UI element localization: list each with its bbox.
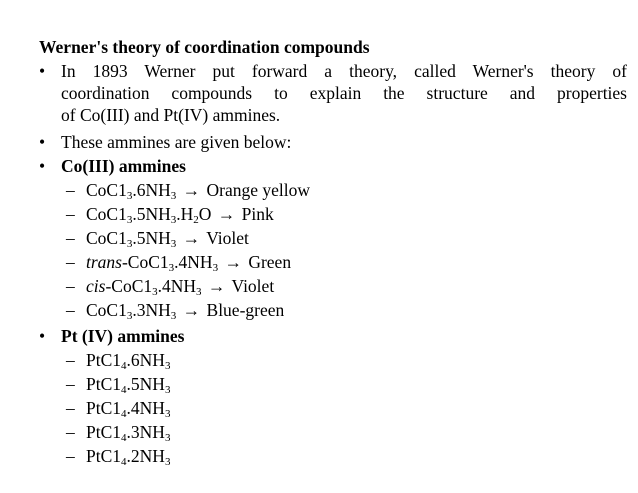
co-ammine-formula [86,275,274,297]
formula-part: .4NH [157,276,197,296]
formula-subscript: 3 [196,286,202,298]
formula-subscript: 3 [168,262,175,274]
dash-marker: – [66,422,75,442]
co-ammine-formula [86,251,291,273]
arrow-icon: → [182,300,201,320]
formula-subscript: 3 [164,432,171,444]
formula-subscript: 3 [164,408,171,420]
formula-subscript: 3 [164,456,171,468]
formula-part: CoC1 [86,204,127,224]
dash-marker: – [66,350,75,370]
formula-subscript: 3 [170,190,177,202]
formula-subscript: 4 [121,384,127,396]
compound-color: Orange yellow [206,180,311,200]
formula-part: CoC1 [86,300,127,320]
formula-part: PtC1 [86,374,122,394]
formula-subscript: 3 [152,286,158,298]
dash-marker: – [66,228,75,248]
formula-subscript: 3 [164,360,171,372]
slide-title: Werner's theory of coordination compounds [39,37,370,57]
compound-color: Blue-green [206,300,285,320]
formula-part: O [198,204,212,224]
bullet-dot: • [39,156,46,176]
compound-color: Green [248,252,292,272]
pt-ammine-formula [86,421,170,443]
bullet-dot: • [39,132,46,152]
co-ammine-formula [86,203,274,225]
formula-subscript: 3 [170,214,177,226]
formula-part: .H [176,204,194,224]
bullet-dot: • [39,61,46,81]
pt-heading: Pt (IV) ammines [61,326,185,346]
formula-part: PtC1 [86,398,122,418]
arrow-icon: → [182,228,201,248]
compound-color: Violet [206,228,249,248]
formula-subscript: 2 [193,214,199,226]
intro-line-3: of Co(III) and Pt(IV) ammines. [61,105,281,125]
dash-marker: – [66,300,75,320]
formula-part: .3NH [132,300,171,320]
formula-part: PtC1 [86,422,122,442]
formula-subscript: 3 [164,384,171,396]
intro-line-1: In 1893 Werner put forward a theory, called Werner's theory of [61,61,627,81]
formula-part: PtC1 [86,350,122,370]
dash-marker: – [66,204,75,224]
intro-line-2: coordination compounds to explain the structure and properties [61,83,627,103]
pt-ammine-formula [86,445,170,467]
formula-part: .5NH [126,374,165,394]
pt-ammine-formula [86,373,170,395]
formula-subscript: 4 [121,456,127,468]
arrow-icon: → [182,180,201,200]
formula-part: CoC1 [86,228,127,248]
formula-part: .4NH [174,252,213,272]
arrow-icon: → [224,252,242,272]
formula-subscript: 4 [121,408,127,420]
dash-marker: – [66,374,75,394]
formula-subscript: 3 [170,310,177,322]
co-ammine-formula [86,299,284,321]
formula-part: -CoC1 [105,276,153,296]
formula-subscript: 4 [121,432,127,444]
formula-part: .4NH [126,398,165,418]
isomer-prefix: cis [86,276,106,296]
formula-part: .6NH [126,350,165,370]
dash-marker: – [66,276,75,296]
isomer-prefix: trans [86,252,122,272]
pt-ammine-formula [86,349,170,371]
formula-part: .5NH [132,204,171,224]
formula-subscript: 3 [126,190,133,202]
compound-color: Violet [231,276,275,296]
arrow-icon: → [207,276,226,296]
co-ammine-formula [86,179,310,201]
dash-marker: – [66,446,75,466]
formula-part: PtC1 [86,446,122,466]
bullet-dot: • [39,326,46,346]
dash-marker: – [66,398,75,418]
pt-ammine-formula [86,397,170,419]
formula-part: -CoC1 [121,252,169,272]
formula-subscript: 4 [121,360,127,372]
formula-subscript: 3 [126,310,133,322]
formula-subscript: 3 [170,238,177,250]
dash-marker: – [66,180,75,200]
formula-part: .6NH [132,180,171,200]
co-ammine-formula [86,227,249,249]
formula-subscript: 3 [212,262,219,274]
dash-marker: – [66,252,75,272]
formula-subscript: 3 [126,238,133,250]
compound-color: Pink [241,204,274,224]
formula-subscript: 3 [126,214,133,226]
co-heading: Co(III) ammines [61,156,186,176]
formula-part: .2NH [126,446,165,466]
formula-part: CoC1 [86,180,127,200]
arrow-icon: → [217,204,236,224]
intro-paragraph [61,60,627,126]
formula-part: .3NH [126,422,165,442]
formula-part: .5NH [132,228,171,248]
ammines-intro-text: These ammines are given below: [61,132,292,152]
